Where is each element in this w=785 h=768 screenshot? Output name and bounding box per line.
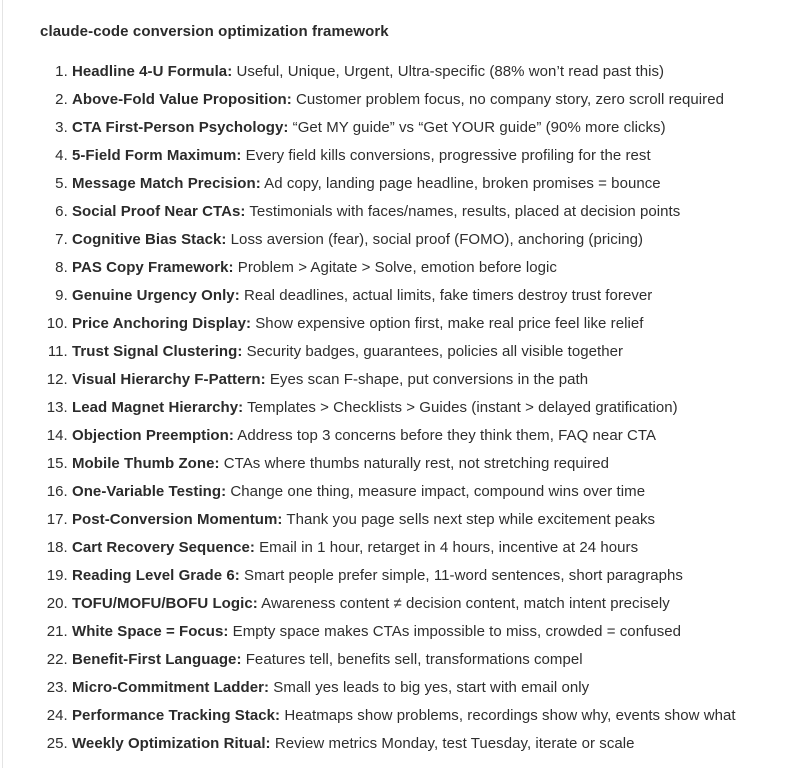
- item-text: Security badges, guarantees, policies all visible together: [246, 343, 624, 360]
- item-text: Templates > Checklists > Guides (instant > delayed gratification): [247, 399, 678, 416]
- item-text: Customer problem focus, no company story, zero scroll required: [296, 91, 725, 108]
- item-text: Every field kills conversions, progressive profiling for the rest: [245, 147, 651, 164]
- item-label: PAS Copy Framework:: [72, 259, 234, 276]
- item-text: Small yes leads to big yes, start with email only: [273, 679, 590, 696]
- item-text: Ad copy, landing page headline, broken promises = bounce: [264, 175, 661, 192]
- list-item: [72, 58, 767, 86]
- item-label: Social Proof Near CTAs:: [72, 203, 246, 220]
- item-label: Message Match Precision:: [72, 175, 261, 192]
- item-text: Useful, Unique, Urgent, Ultra-specific (88% won’t read past this): [236, 63, 665, 80]
- item-label: One-Variable Testing:: [72, 483, 227, 500]
- item-label: Reading Level Grade 6:: [72, 567, 240, 584]
- item-text: Features tell, benefits sell, transformations compel: [245, 651, 583, 668]
- item-text: Heatmaps show problems, recordings show why, events show what: [284, 707, 736, 724]
- item-text: CTAs where thumbs naturally rest, not stretching required: [223, 455, 610, 472]
- item-text: Address top 3 concerns before they think them, FAQ near CTA: [237, 427, 657, 444]
- list-item: [72, 114, 767, 142]
- item-label: Headline 4-U Formula:: [72, 63, 233, 80]
- item-label: Mobile Thumb Zone:: [72, 455, 220, 472]
- item-text: Review metrics Monday, test Tuesday, iterate or scale: [274, 735, 635, 752]
- item-label: Benefit-First Language:: [72, 651, 242, 668]
- item-text: Thank you page sells next step while excitement peaks: [286, 511, 656, 528]
- list-item: [72, 310, 767, 338]
- item-label: Price Anchoring Display:: [72, 315, 252, 332]
- framework-list: [40, 58, 767, 758]
- item-label: Weekly Optimization Ritual:: [72, 735, 271, 752]
- list-item: [72, 282, 767, 310]
- list-item: [72, 534, 767, 562]
- item-label: Cognitive Bias Stack:: [72, 231, 227, 248]
- list-item: [72, 702, 767, 730]
- item-label: Micro-Commitment Ladder:: [72, 679, 270, 696]
- item-text: Testimonials with faces/names, results, placed at decision points: [249, 203, 681, 220]
- item-label: CTA First-Person Psychology:: [72, 119, 289, 136]
- container-left-border: [2, 0, 3, 768]
- item-label: Lead Magnet Hierarchy:: [72, 399, 244, 416]
- item-text: Email in 1 hour, retarget in 4 hours, incentive at 24 hours: [259, 539, 639, 556]
- list-item: [72, 562, 767, 590]
- list-item: [72, 730, 767, 758]
- list-item: [72, 478, 767, 506]
- item-label: Trust Signal Clustering:: [72, 343, 243, 360]
- item-text: Problem > Agitate > Solve, emotion before logic: [237, 259, 557, 276]
- list-item: [72, 422, 767, 450]
- item-text: Loss aversion (fear), social proof (FOMO), anchoring (pricing): [230, 231, 644, 248]
- item-text: Awareness content ≠ decision content, match intent precisely: [261, 595, 670, 612]
- item-text: Smart people prefer simple, 11-word sentences, short paragraphs: [244, 567, 683, 584]
- list-item: [72, 366, 767, 394]
- item-text: Eyes scan F-shape, put conversions in the path: [269, 371, 589, 388]
- list-item: [72, 674, 767, 702]
- list-item: [72, 394, 767, 422]
- item-text: “Get MY guide” vs “Get YOUR guide” (90% more clicks): [292, 119, 666, 136]
- list-item: [72, 506, 767, 534]
- page-title: claude-code conversion optimization framework: [40, 23, 389, 40]
- item-label: Performance Tracking Stack:: [72, 707, 281, 724]
- item-label: TOFU/MOFU/BOFU Logic:: [72, 595, 258, 612]
- item-text: Empty space makes CTAs impossible to miss, crowded = confused: [232, 623, 682, 640]
- item-text: Show expensive option first, make real price feel like relief: [255, 315, 644, 332]
- item-label: Genuine Urgency Only:: [72, 287, 240, 304]
- item-label: Above-Fold Value Proposition:: [72, 91, 292, 108]
- list-item: [72, 254, 767, 282]
- list-item: [72, 226, 767, 254]
- list-item: [72, 450, 767, 478]
- list-item: [72, 142, 767, 170]
- list-item: [72, 198, 767, 226]
- item-text: Real deadlines, actual limits, fake timers destroy trust forever: [243, 287, 653, 304]
- item-label: Cart Recovery Sequence:: [72, 539, 255, 556]
- list-item: [72, 618, 767, 646]
- list-item: [72, 590, 767, 618]
- item-label: Visual Hierarchy F-Pattern:: [72, 371, 266, 388]
- item-label: Objection Preemption:: [72, 427, 234, 444]
- item-label: Post-Conversion Momentum:: [72, 511, 283, 528]
- list-item: [72, 86, 767, 114]
- item-text: Change one thing, measure impact, compound wins over time: [230, 483, 646, 500]
- list-item: [72, 170, 767, 198]
- list-item: [72, 338, 767, 366]
- list-item: [72, 646, 767, 674]
- item-label: White Space = Focus:: [72, 623, 229, 640]
- item-label: 5-Field Form Maximum:: [72, 147, 242, 164]
